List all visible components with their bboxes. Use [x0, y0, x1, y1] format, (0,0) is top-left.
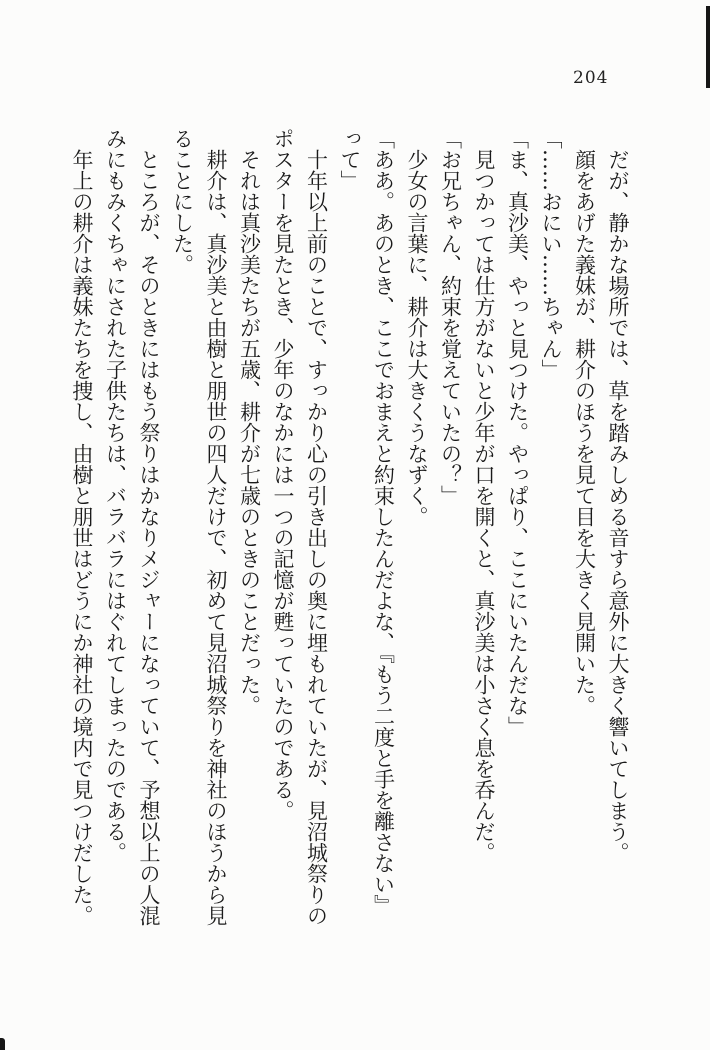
paragraph-dialogue: 「ま、真沙美、やっと見つけた。やっぱり、ここにいたんだな」: [505, 128, 530, 737]
paragraph: 十年以上前のことで、すっかり心の引き出しの奥に埋もれていたが、見沼城祭りのポスターを見たとき、少年のなかには一つの記憶が甦っていたのである。: [271, 128, 329, 926]
page-number: 204: [573, 68, 609, 88]
paragraph: 顔をあげた義妹が、耕介のほうを見て目を大きく見開いた。: [572, 149, 597, 716]
paragraph: 年上の耕介は義妹たちを捜し、由樹と朋世はどうにか神社の境内で見つけだした。: [70, 149, 94, 926]
paragraph-dialogue: 「ああ。あのとき、ここでおまえと約束したんだよな、『もう二度と手を離さない』って」: [338, 128, 396, 916]
paragraph-dialogue: 「……おにい……ちゃん」: [539, 128, 563, 380]
paragraph: 耕介は、真沙美と由樹と朋世の四人だけで、初めて見沼城祭りを神社のほうから見ることにした。: [170, 128, 228, 926]
body-text-block: [65, 128, 635, 932]
paragraph: 少女の言葉に、耕介は大きくうなずく。: [405, 149, 429, 527]
paragraph-dialogue: 「お兄ちゃん、約束を覚えていたの？」: [438, 128, 463, 506]
paragraph: だが、静かな場所では、草を踏みしめる音すら意外に大きく響いてしまう。: [606, 149, 630, 863]
scan-edge-artifact: [0, 1038, 5, 1050]
paragraph: 見つかっては仕方がないと少年が口を開くと、真沙美は小さく息を呑んだ。: [472, 149, 496, 863]
scan-edge-artifact: [706, 6, 710, 88]
paragraph: ところが、そのときにはもう祭りはかなりメジャーになっていて、予想以上の人混みにもみくちゃにされた子供たちは、バラバラにはぐれてしまったのである。: [103, 128, 161, 926]
paragraph: それは真沙美たちが五歳、耕介が七歳のときのことだった。: [237, 149, 262, 716]
